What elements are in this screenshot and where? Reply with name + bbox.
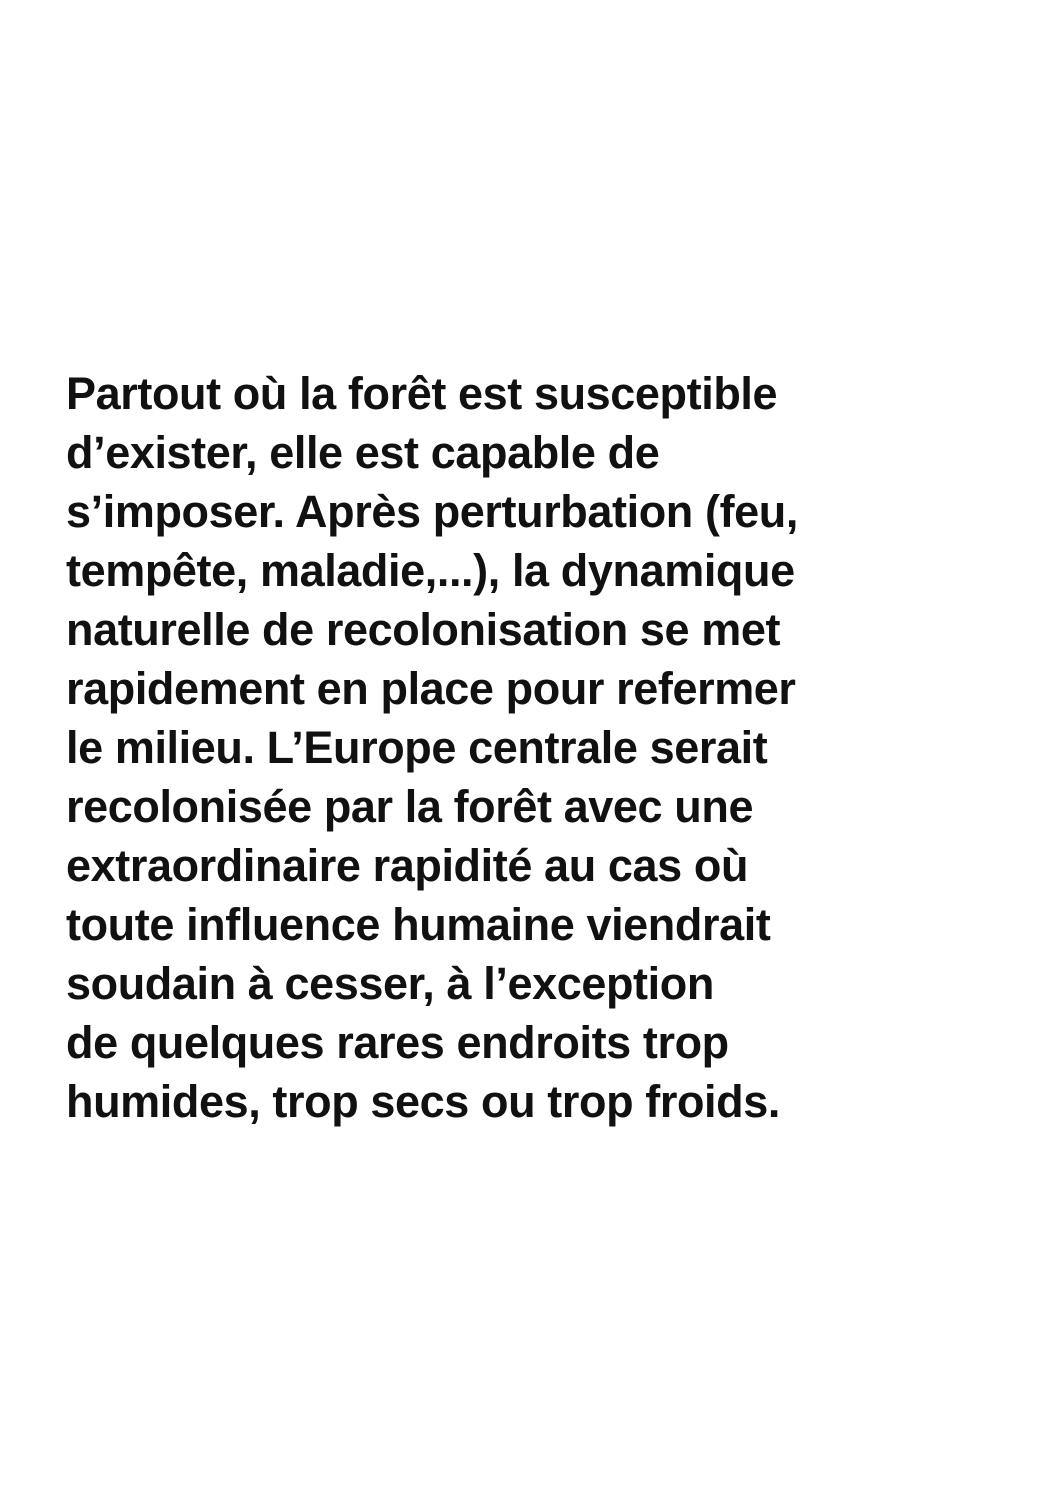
paragraph-line-5: naturelle de recolonisation se met	[66, 604, 781, 655]
paragraph-line-4: tempête, maladie,...), la dynamique	[66, 545, 795, 596]
paragraph-line-13: humides, trop secs ou trop froids.	[66, 1076, 780, 1127]
paragraph-line-9: extraordinaire rapidité au cas où	[66, 840, 749, 891]
paragraph-line-2: d’exister, elle est capable de	[66, 427, 660, 478]
paragraph-line-3: s’imposer. Après perturbation (feu,	[66, 486, 798, 537]
paragraph-line-10: toute influence humaine viendrait	[66, 899, 771, 950]
paragraph-line-7: le milieu. L’Europe centrale serait	[66, 722, 768, 773]
paragraph-line-6: rapidement en place pour refermer	[66, 663, 796, 714]
paragraph-line-12: de quelques rares endroits trop	[66, 1017, 729, 1068]
paragraph-line-1: Partout où la forêt est susceptible	[66, 368, 778, 419]
paragraph-line-11: soudain à cesser, à l’exception	[66, 958, 714, 1009]
paragraph-line-8: recolonisée par la forêt avec une	[66, 781, 754, 832]
body-paragraph	[66, 364, 996, 1131]
